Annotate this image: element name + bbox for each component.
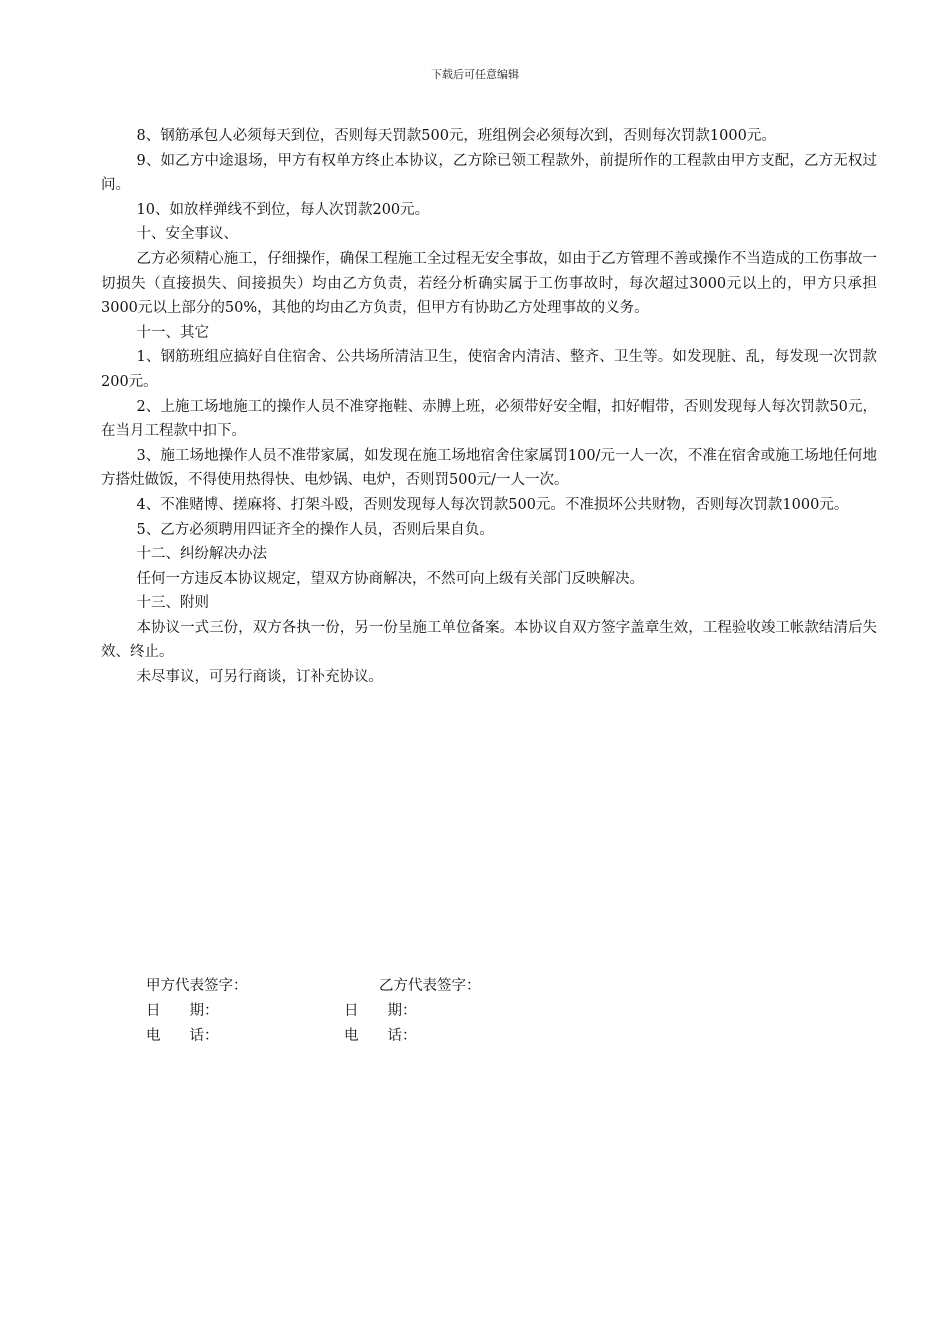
safety-paragraph: 乙方必须精心施工，仔细操作，确保工程施工全过程无安全事故，如由于乙方管理不善或操作不当造成的工伤事故一切损失（直接损失、间接损失）均由乙方负责，若经分析确实属于工伤事故时，每次超过3000元以上的，甲方只承担3000元以上部分的50%，其他的均由乙方负责，但甲方有协助乙方处理事故的义务。	[101, 250, 877, 317]
party-b-sign-label: 乙方代表签字：	[379, 978, 481, 994]
other-clause-2: 2、上施工场地施工的操作人员不准穿拖鞋、赤膊上班，必须带好安全帽，扣好帽带，否则发现每人每次罚款50元，在当月工程款中扣下。	[101, 398, 877, 440]
party-a-date-label: 日 期：	[146, 1003, 219, 1019]
section-10-heading: 十、安全事议、	[136, 226, 239, 243]
clause-9: 9、如乙方中途退场，甲方有权单方终止本协议，乙方除已领工程款外，前提所作的工程款由甲方支配，乙方无权过问。	[101, 152, 877, 194]
section-12-heading: 十二、纠纷解决办法	[136, 546, 268, 563]
clause-8: 8、钢筋承包人必须每天到位，否则每天罚款500元，班组例会必须每次到，否则每次罚款1000元。	[136, 128, 776, 144]
other-clause-1: 1、钢筋班组应搞好自住宿舍、公共场所清洁卫生，使宿舍内清洁、整齐、卫生等。如发现脏、乱，每发现一次罚款200元。	[101, 349, 877, 390]
party-a-phone-label: 电 话：	[146, 1028, 219, 1044]
document-body	[101, 124, 877, 690]
other-clause-4: 4、不准赌博、搓麻将、打架斗殴，否则发现每人每次罚款500元。不准损坏公共财物，否则每次罚款1000元。	[136, 496, 849, 513]
other-clause-5: 5、乙方必须聘用四证齐全的操作人员，否则后果自负。	[136, 521, 494, 538]
section-13-heading: 十三、附则	[136, 595, 210, 612]
closing-paragraph: 未尽事议，可另行商谈，订补充协议。	[136, 669, 384, 686]
section-11-heading: 十一、其它	[136, 324, 210, 341]
clause-10: 10、如放样弹线不到位，每人次罚款200元。	[136, 201, 430, 218]
appendix-paragraph: 本协议一式三份，双方各执一份，另一份呈施工单位备案。本协议自双方签字盖章生效，工程验收竣工帐款结清后失效、终止。	[101, 619, 877, 661]
party-b-phone-label: 电 话：	[344, 1028, 417, 1044]
signature-row-phone	[146, 1024, 417, 1072]
other-clause-3: 3、施工场地操作人员不准带家属，如发现在施工场地宿舍住家属罚100/元一人一次，不准在宿舍或施工场地任何地方搭灶做饭，不得使用热得快、电炒锅、电炉，否则罚500元/一人一次。	[101, 447, 877, 489]
party-b-date-label: 日 期：	[344, 1003, 417, 1019]
dispute-paragraph: 任何一方违反本协议规定，望双方协商解决，不然可向上级有关部门反映解决。	[136, 570, 645, 587]
page-header: 下载后可任意编辑	[431, 68, 519, 81]
party-a-sign-label: 甲方代表签字：	[146, 978, 248, 994]
